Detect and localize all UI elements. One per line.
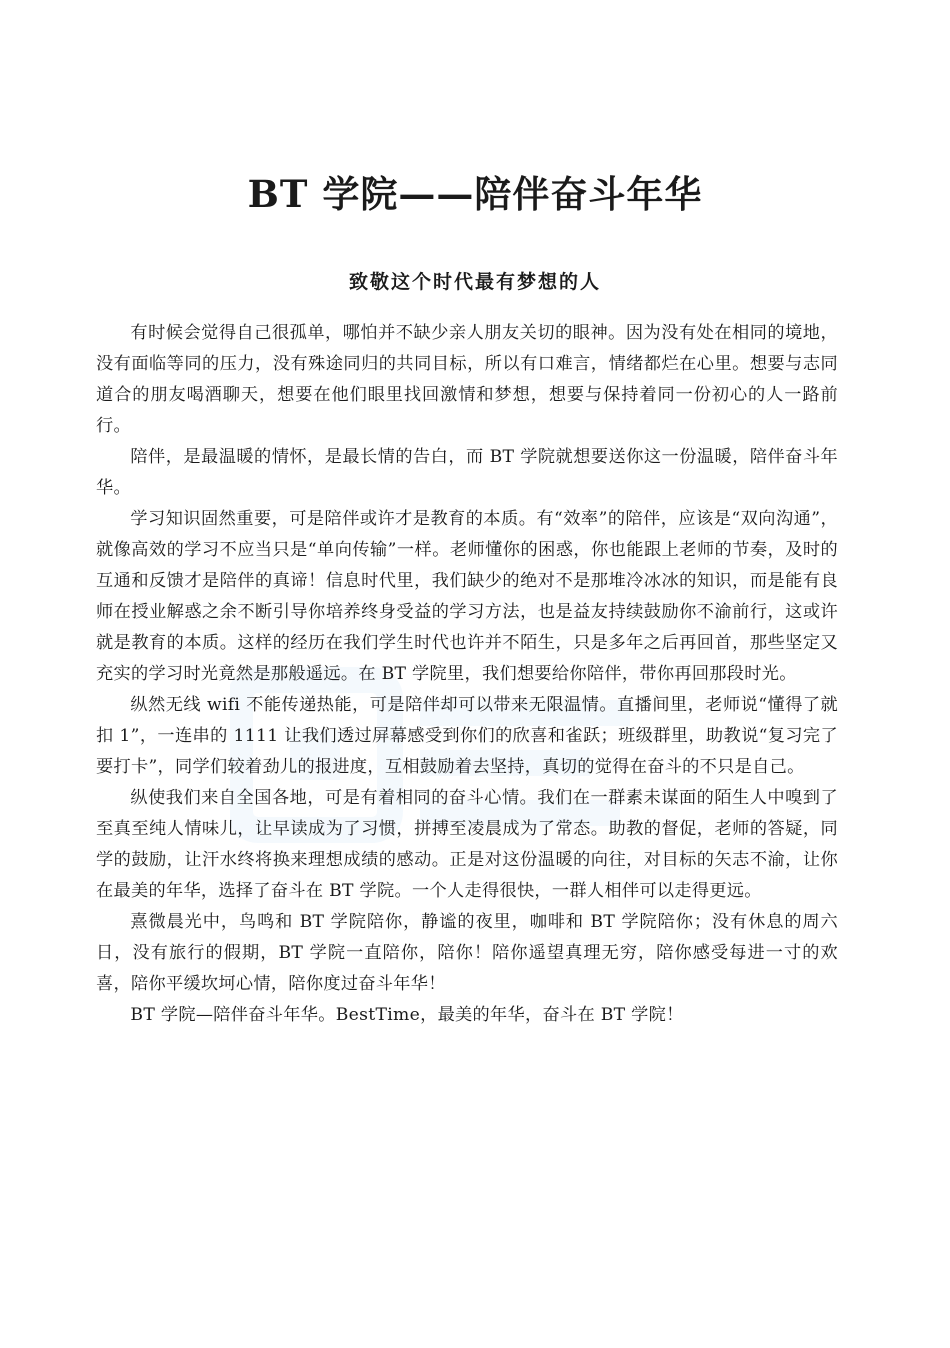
paragraph-7: BT 学院—陪伴奋斗年华。BestTime，最美的年华，奋斗在 BT 学院！	[130, 1005, 684, 1025]
paragraph-3: 学习知识固然重要，可是陪伴或许才是教育的本质。有“效率”的陪伴，应该是“双向沟通”，就像高效的学习不应当只是“单向传输”一样。老师懂你的困惑，你也能跟上老师的节奏，及时的互通和反馈才是陪伴的真谛！信息时代里，我们缺少的绝对不是那堆冷冰冰的知识，而是能有良师在授业解惑之余不断引导你培养终身受益的学习方法，也是益友持续鼓励你不渝前行，这或许就是教育的本质。这样的经历在我们学生时代也许并不陌生，只是多年之后再回首，那些坚定又充实的学习时光竟然是那般遥远。在 BT 学院里，我们想要给你陪伴，带你再回那段时光。	[96, 509, 838, 684]
paragraph-6: 熹微晨光中，鸟鸣和 BT 学院陪你，静谧的夜里，咖啡和 BT 学院陪你；没有休息的周六日，没有旅行的假期，BT 学院一直陪你，陪你！陪你遥望真理无穷，陪你感受每进一寸的欢喜，陪你平缓坎坷心情，陪你度过奋斗年华！	[96, 912, 838, 994]
paragraph-4: 纵然无线 wifi 不能传递热能，可是陪伴却可以带来无限温情。直播间里，老师说“懂得了就扣 1”，一连串的 1111 让我们透过屏幕感受到你们的欣喜和雀跃；班级群里，助教说“复习完了要打卡”，同学们较着劲儿的报进度，互相鼓励着去坚持，真切的觉得在奋斗的不只是自己。	[96, 695, 838, 777]
paragraph-5: 纵使我们来自全国各地，可是有着相同的奋斗心情。我们在一群素未谋面的陌生人中嗅到了至真至纯人情味儿，让早读成为了习惯，拼搏至凌晨成为了常态。助教的督促，老师的答疑，同学的鼓励，让汗水终将换来理想成绩的感动。正是对这份温暖的向往，对目标的矢志不渝，让你在最美的年华，选择了奋斗在 BT 学院。一个人走得很快，一群人相伴可以走得更远。	[96, 788, 838, 901]
document-body	[96, 318, 838, 1031]
document-subtitle: 致敬这个时代最有梦想的人	[348, 271, 601, 293]
document-title: BT 学院——陪伴奋斗年华	[247, 172, 703, 216]
paragraph-1: 有时候会觉得自己很孤单，哪怕并不缺少亲人朋友关切的眼神。因为没有处在相同的境地，没有面临等同的压力，没有殊途同归的共同目标，所以有口难言，情绪都烂在心里。想要与志同道合的朋友喝酒聊天，想要在他们眼里找回激情和梦想，想要与保持着同一份初心的人一路前行。	[96, 323, 838, 436]
paragraph-2: 陪伴，是最温暖的情怀，是最长情的告白，而 BT 学院就想要送你这一份温暖，陪伴奋斗年华。	[96, 447, 838, 498]
